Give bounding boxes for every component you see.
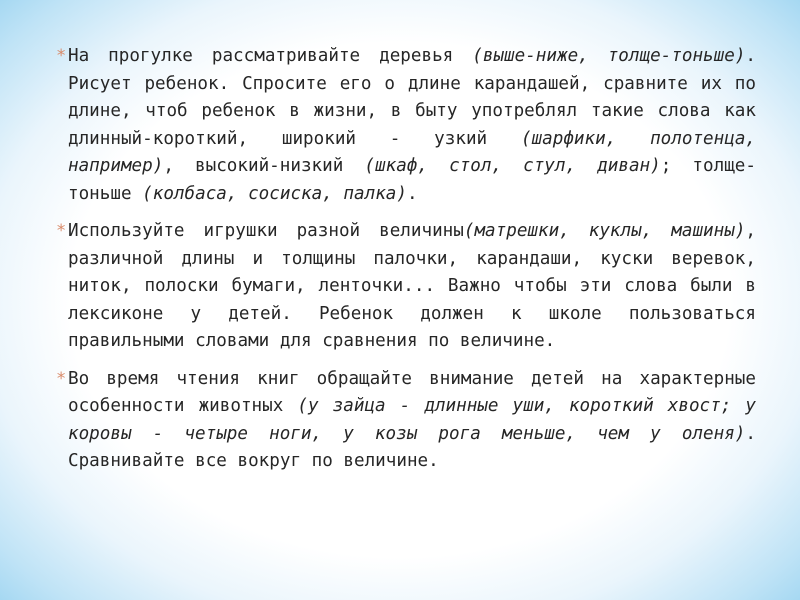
bullet-marker: * <box>56 368 67 389</box>
bullet-paragraph-2 <box>56 218 756 356</box>
text-segment-italic: (выше-ниже, толще-тоньше) <box>472 46 746 66</box>
text-segment: . Рисует ребенок. Спросите его о длине карандашей, сравните их по длине, чтоб ребенок в жизни, в быту употреблял такие слова как длинный-короткий, широкий - узкий <box>68 46 757 149</box>
text-segment: , высокий-низкий <box>163 156 365 176</box>
text-segment-italic: (у зайца - длинные уши, короткий хвост; у коровы - четыре ноги, у козы рога меньше, чем у оленя) <box>68 396 756 444</box>
bullet-marker: * <box>56 221 67 241</box>
text-segment-italic: (колбаса, сосиска, палка) <box>142 183 407 204</box>
text-segment: . <box>406 183 418 204</box>
slide-body <box>56 43 756 486</box>
text-segment: , различной длины и толщины палочки, карандаши, куски веревок, ниток, полоски бумаги, ленточки... Важно чтобы эти слова были в лексиконе у детей. Ребенок должен к школе пользоваться правильными словами для сравнения по величине. <box>68 221 757 351</box>
text-segment-italic: (шарфики, полотенца, например) <box>68 128 756 176</box>
paragraph-text <box>68 46 756 204</box>
text-segment: Используйте игрушки разной величины <box>68 221 464 241</box>
text-segment-italic: (шкаф, стол, стул, диван) <box>364 156 661 176</box>
text-segment: ; толще-тоньше <box>68 156 756 204</box>
bullet-marker: * <box>56 46 67 66</box>
paragraph-text <box>68 221 756 351</box>
text-segment: . Сравнивайте все вокруг по величине. <box>68 423 756 471</box>
paragraph-text <box>68 369 756 472</box>
bullet-paragraph-1 <box>56 43 756 208</box>
text-segment-italic: (матрешки, куклы, машины) <box>463 221 746 241</box>
text-segment: На прогулке рассматривайте деревья <box>68 46 473 66</box>
text-segment: Во время чтения книг обращайте внимание детей на характерные особенности животных <box>68 368 756 416</box>
bullet-paragraph-3 <box>56 366 756 476</box>
